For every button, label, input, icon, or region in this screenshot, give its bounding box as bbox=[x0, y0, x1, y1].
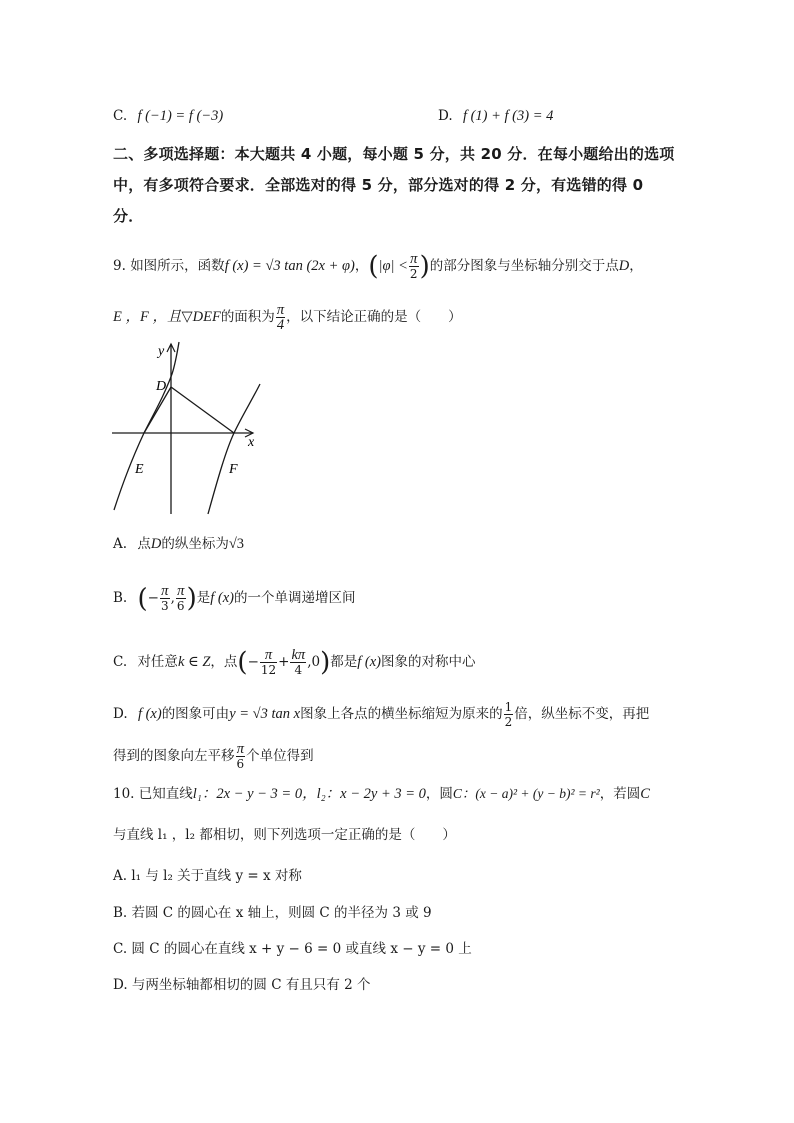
triangle-side-df bbox=[171, 387, 234, 433]
option-text2: ，点 bbox=[210, 654, 238, 670]
q9-text2: 的部分图象与坐标轴分别交于点 bbox=[429, 258, 619, 274]
frac-num: π bbox=[410, 251, 418, 267]
frac-den: 2 bbox=[504, 715, 513, 729]
q9-option-a bbox=[113, 534, 244, 554]
option-text: 的图象可由 bbox=[161, 706, 230, 722]
frac-pi-12 bbox=[260, 648, 277, 677]
tan-curve-left bbox=[114, 342, 179, 510]
q9-question: ，以下结论正确的是（ ） bbox=[286, 309, 462, 325]
option-k: k ∈ Z bbox=[177, 654, 211, 670]
option-c-math: f (−1) = f (−3) bbox=[137, 108, 224, 124]
option-text2: 的纵坐标为 bbox=[161, 536, 229, 552]
q9-option-b: B. (− $\frac{\pi}{3}$ , $\frac{\pi}{6}$ )是f (x)的一个单调递增区间 bbox=[113, 583, 356, 614]
q9-function: f (x) = √3 tan (2x + φ) bbox=[224, 258, 355, 274]
eq-l2: ：x − 2y + 3 = 0 bbox=[325, 786, 426, 802]
option-text2: 图象上各点的横坐标缩短为原来的 bbox=[300, 706, 503, 722]
frac-den: 3 bbox=[160, 599, 169, 613]
option-text5: 个单位得到 bbox=[246, 748, 314, 764]
frac-den: 12 bbox=[260, 663, 277, 677]
option-label: B. bbox=[113, 590, 128, 606]
q10-line1 bbox=[113, 784, 650, 804]
frac-num: π bbox=[161, 583, 169, 599]
option-func: f (x) bbox=[210, 590, 234, 606]
option-text4: 得到的图象向左平移 bbox=[113, 748, 235, 764]
eq-l1: ：2x − y − 3 = 0 bbox=[201, 786, 303, 802]
option-label: C. bbox=[113, 654, 128, 670]
paren-close: ) bbox=[419, 251, 430, 282]
line-l2: ，l₂ bbox=[302, 786, 326, 802]
label-x: x bbox=[248, 435, 255, 450]
option-var: D bbox=[150, 536, 162, 552]
q9-option-c: C. 对任意k ∈ Z，点(− $\frac{\pi}{12}$ + $\frac{k\pi}{4}$ ,0)都是f (x)图象的对称中心 bbox=[113, 647, 476, 678]
paren-open: ( bbox=[368, 251, 379, 282]
q10-option-b: B. 若圆 C 的圆心在 x 轴上，则圆 C 的半径为 3 或 9 bbox=[113, 905, 432, 921]
frac-pi-4 bbox=[276, 303, 285, 332]
frac-pi-6 bbox=[176, 584, 186, 613]
option-zero: ,0 bbox=[307, 654, 321, 670]
frac-num: π bbox=[260, 648, 277, 663]
option-text3: 都是 bbox=[330, 654, 358, 670]
frac-den: 4 bbox=[294, 663, 303, 677]
option-c-row bbox=[113, 106, 223, 126]
option-text3: 倍，纵坐标不变，再把 bbox=[514, 706, 650, 722]
frac-num: 1 bbox=[504, 700, 513, 714]
frac-den: 6 bbox=[236, 757, 245, 771]
q9-points: E ，F ，且 bbox=[113, 309, 182, 325]
option-label: A. bbox=[113, 536, 128, 552]
q9-condition: |φ| < bbox=[378, 258, 408, 274]
option-c-label: C. bbox=[113, 108, 128, 124]
option-text: 点 bbox=[137, 536, 151, 552]
q10-text3: ，若圆 bbox=[599, 786, 641, 802]
label-d: D bbox=[156, 379, 167, 394]
frac-den: 4 bbox=[276, 317, 285, 333]
circle-eq: C：(x − a)² + (y − b)² = r² bbox=[452, 786, 600, 801]
option-d-math: f (1) + f (3) = 4 bbox=[462, 108, 554, 124]
frac-num: kπ bbox=[291, 647, 306, 663]
q9-area-text: 的面积为 bbox=[220, 309, 275, 325]
q10-line2: 与直线 l₁ ，l₂ 都相切，则下列选项一定正确的是（ ） bbox=[113, 827, 456, 843]
point-d: D bbox=[618, 258, 630, 274]
option-text: 是 bbox=[196, 590, 211, 606]
q10-text2: ，圆 bbox=[425, 786, 453, 802]
q10-text: 已知直线 bbox=[138, 786, 193, 802]
section-heading-line3: 分． bbox=[113, 207, 144, 225]
triangle-def: ▽DEF bbox=[181, 309, 221, 325]
option-text2: 的一个单调递增区间 bbox=[233, 590, 356, 606]
frac-pi-2 bbox=[409, 252, 419, 281]
option-text: 对任意 bbox=[137, 654, 178, 670]
q10-option-d: D. 与两坐标轴都相切的圆 C 有且只有 2 个 bbox=[113, 977, 371, 993]
label-f: F bbox=[229, 462, 238, 477]
minus-sign: − bbox=[147, 590, 159, 606]
q9-line1: 9. 如图所示，函数f (x) = √3 tan (2x + φ)，(|φ| < $\frac{\pi}{2}$ )的部分图象与坐标轴分别交于点D， bbox=[113, 251, 643, 282]
q9-option-d-line1 bbox=[113, 700, 649, 729]
q10-option-a: A. l₁ 与 l₂ 关于直线 y = x 对称 bbox=[113, 868, 302, 884]
q9-text: 如图所示，函数 bbox=[130, 258, 225, 274]
frac-num: π bbox=[236, 741, 244, 757]
minus-sign: − bbox=[247, 654, 259, 670]
frac-pi-6b bbox=[236, 742, 246, 771]
label-y: y bbox=[158, 344, 165, 359]
paren-close: ) bbox=[186, 583, 197, 614]
option-label: D. bbox=[113, 706, 128, 722]
paren-close: ) bbox=[320, 647, 331, 678]
frac-1-2 bbox=[504, 700, 514, 729]
q9-option-d-line2 bbox=[113, 742, 314, 771]
section-heading-line2: 中，有多项符合要求．全部选对的得 5 分，部分选对的得 2 分，有选错的得 0 bbox=[113, 176, 644, 194]
section-heading-line1: 二、多项选择题：本大题共 4 小题，每小题 5 分，共 20 分．在每小题给出的选项 bbox=[113, 145, 675, 163]
q9-line2 bbox=[113, 303, 462, 332]
frac-den: 6 bbox=[176, 599, 185, 613]
option-text4: 图象的对称中心 bbox=[380, 654, 476, 670]
option-d-label: D. bbox=[438, 108, 453, 124]
option-d-row bbox=[438, 106, 553, 126]
option-value: √3 bbox=[228, 536, 245, 552]
option-func: f (x) bbox=[357, 654, 381, 670]
q9-comma: ， bbox=[354, 258, 369, 274]
frac-num: π bbox=[177, 583, 185, 599]
tan-graph-figure bbox=[108, 338, 268, 518]
frac-num: π bbox=[276, 302, 285, 318]
frac-kpi-4 bbox=[290, 648, 306, 677]
label-e: E bbox=[135, 462, 144, 477]
frac-pi-3 bbox=[160, 584, 170, 613]
paren-open: ( bbox=[137, 583, 148, 614]
q10-number: 10. bbox=[113, 786, 135, 802]
line-l1: l₁ bbox=[192, 786, 202, 802]
frac-den: 2 bbox=[409, 267, 418, 281]
q10-option-c: C. 圆 C 的圆心在直线 x + y − 6 = 0 或直线 x − y = 0 上 bbox=[113, 941, 472, 957]
option-func: f (x) bbox=[137, 706, 162, 722]
option-eq: y = √3 tan x bbox=[229, 706, 301, 722]
q9-number: 9. bbox=[113, 258, 126, 274]
circle-c: C bbox=[640, 786, 650, 802]
paren-open: ( bbox=[237, 647, 248, 678]
